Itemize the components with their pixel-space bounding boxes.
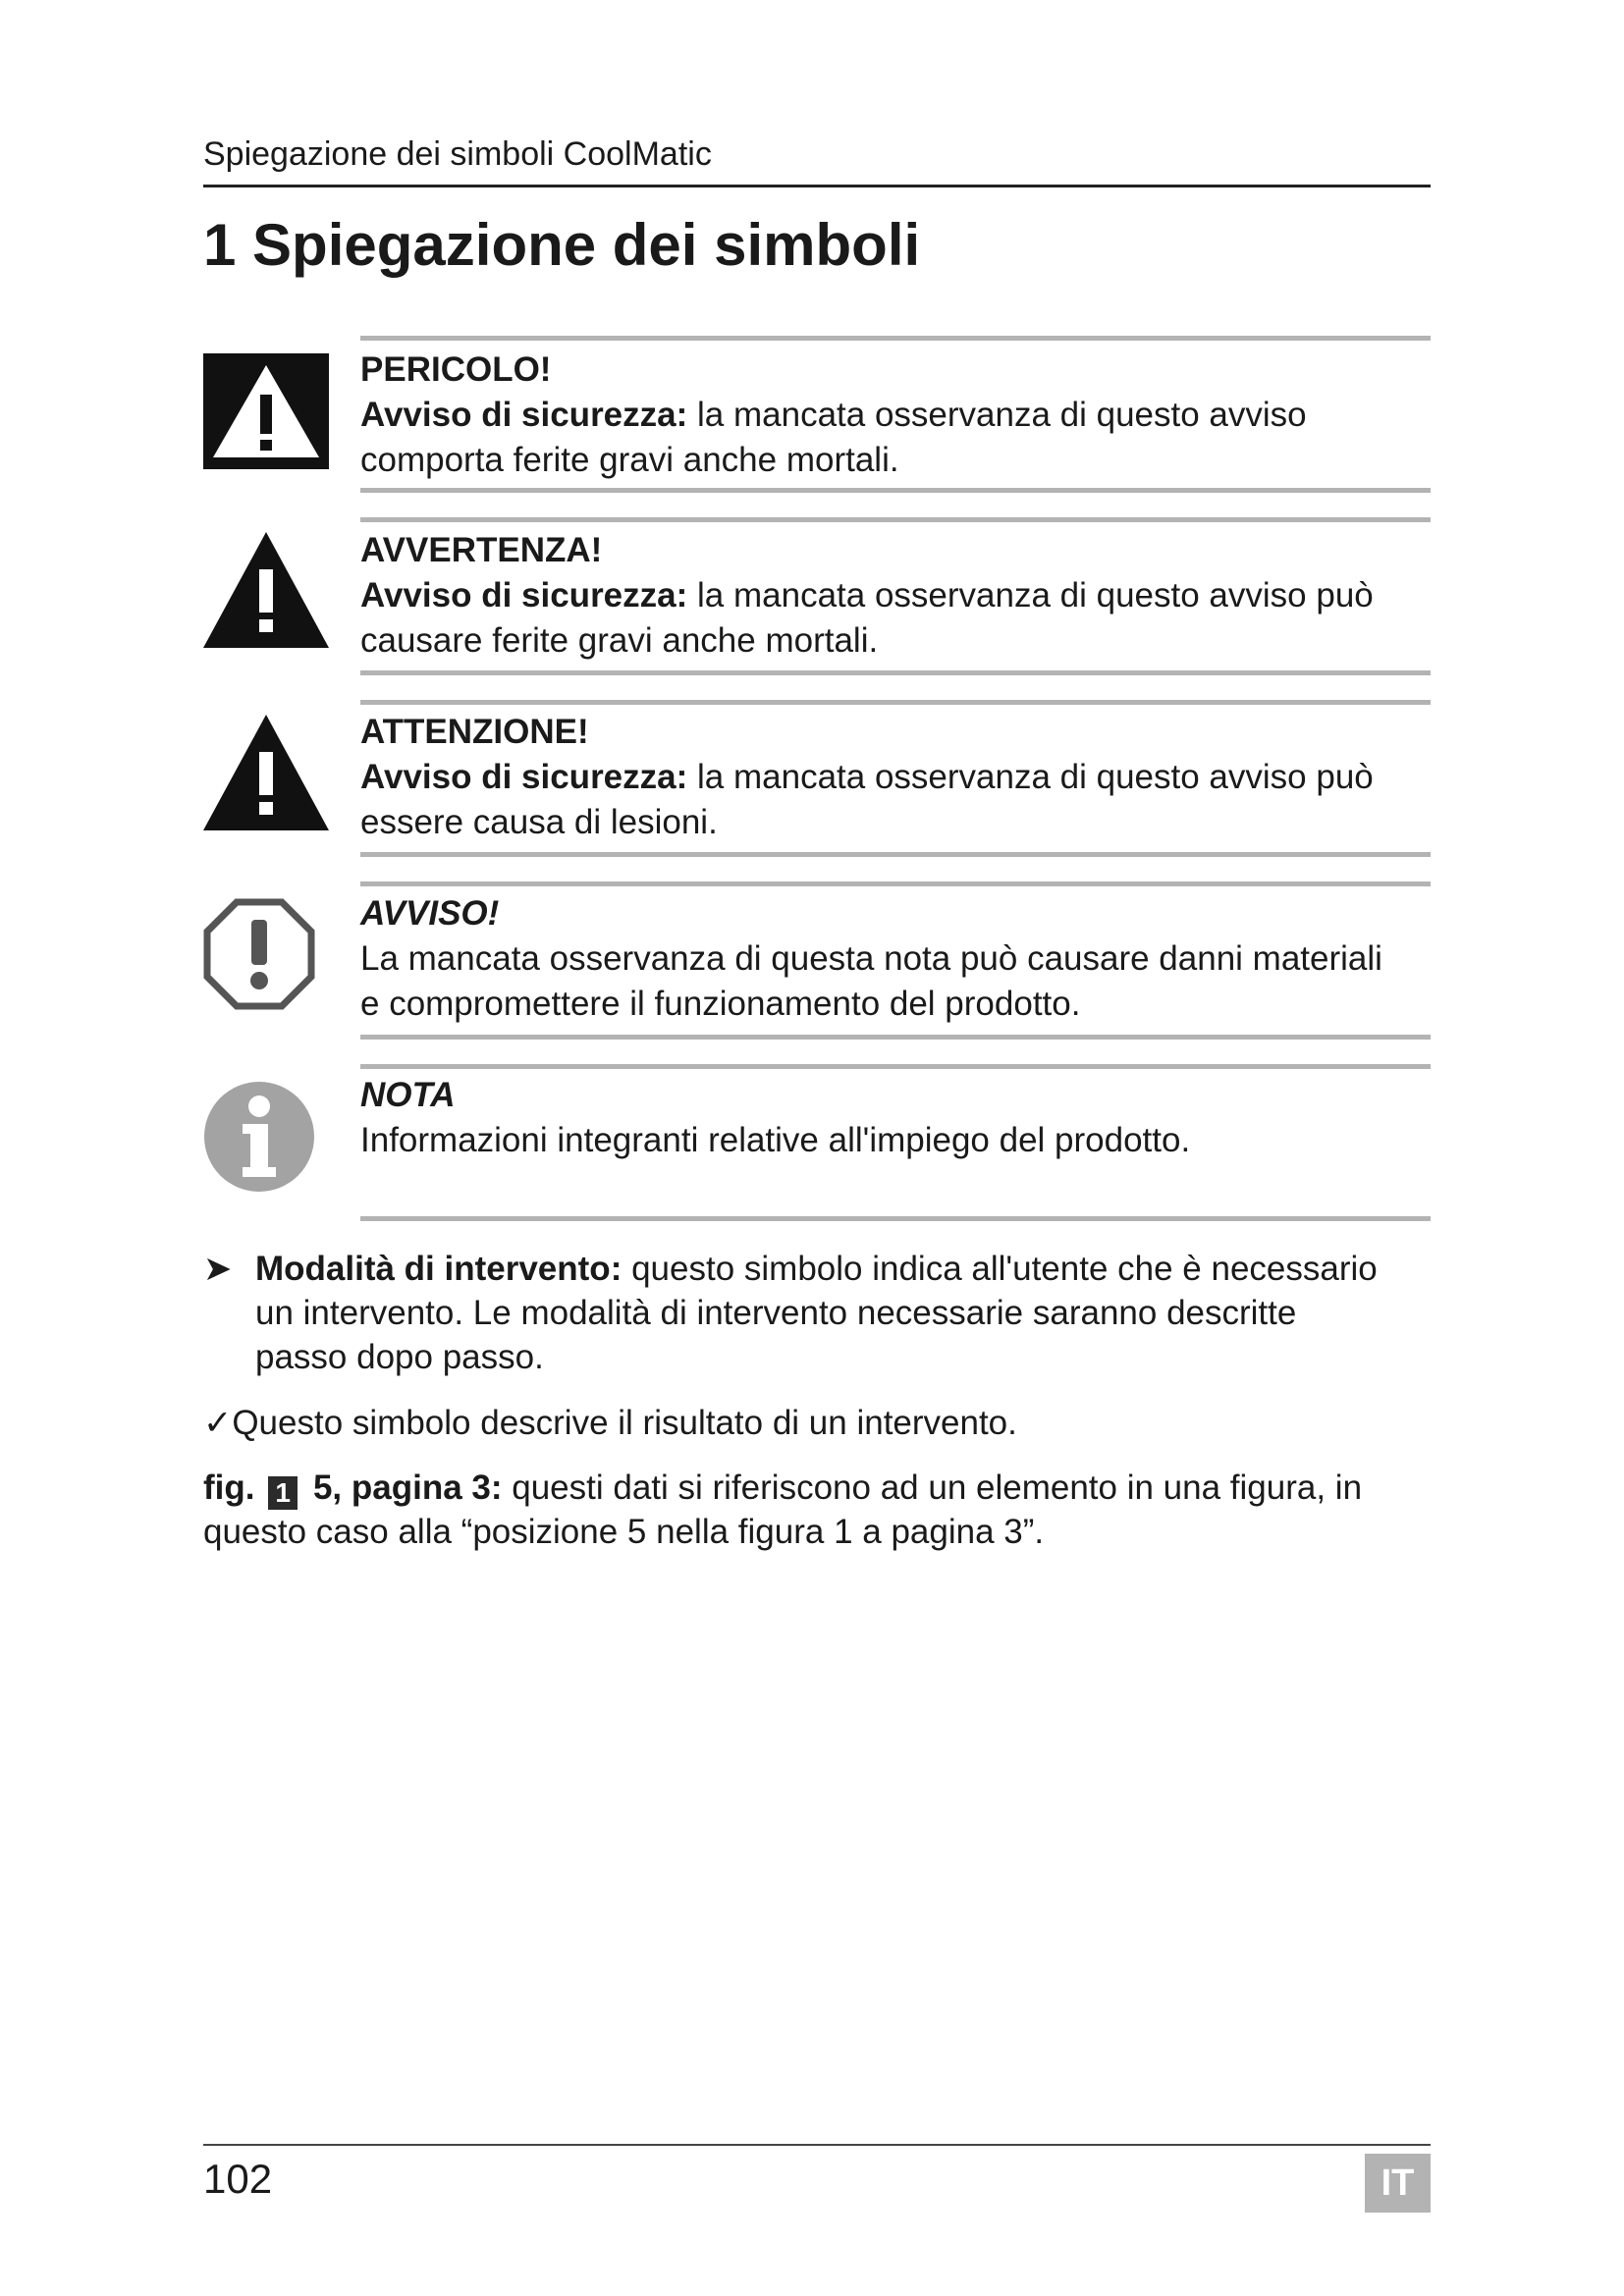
notice-rule [360, 336, 1431, 341]
notice-rule [360, 1035, 1431, 1040]
info-icon [203, 1081, 315, 1193]
notice-heading: NOTA [360, 1076, 456, 1114]
notice-rule [360, 881, 1431, 886]
notice-nota [360, 1073, 1431, 1163]
footer-rule [203, 2144, 1431, 2146]
fig-text: questi dati si riferiscono ad un elemento in una figura, in [512, 1468, 1363, 1507]
check-icon: ✓ [203, 1404, 233, 1442]
arrow-icon: ➤ [203, 1250, 233, 1288]
notice-line: essere causa di lesioni. [360, 803, 718, 841]
figure-reference [203, 1466, 1431, 1554]
page-title: 1 Spiegazione dei simboli [203, 212, 921, 278]
step-label: Modalità di intervento: [255, 1250, 623, 1288]
step-line: Modalità di intervento: questo simbolo indica all'utente che è necessario [255, 1250, 1378, 1288]
result-line [203, 1401, 1431, 1445]
notice-rule [360, 852, 1431, 857]
header-rule [203, 185, 1431, 187]
notice-rule [360, 517, 1431, 522]
notice-heading: AVVISO! [360, 894, 500, 933]
notice-rule [360, 1216, 1431, 1221]
notice-line: Informazioni integranti relative all'impiego del prodotto. [360, 1121, 1191, 1159]
notice-avvertenza [360, 528, 1431, 664]
figure-number-badge: 1 [268, 1476, 298, 1510]
notice-label: Avviso di sicurezza: [360, 576, 688, 614]
notice-line: e compromettere il funzionamento del prodotto. [360, 985, 1081, 1023]
fig-text: questo caso alla “posizione 5 nella figura 1 a pagina 3”. [203, 1513, 1045, 1551]
notice-avviso [360, 891, 1431, 1027]
notice-pericolo [360, 347, 1431, 483]
notice-line: Avviso di sicurezza: la mancata osservanza di questo avviso può [360, 758, 1374, 796]
page-number: 102 [203, 2156, 273, 2202]
fig-label: 5, pagina 3: [312, 1468, 503, 1507]
notice-rule [360, 488, 1431, 493]
notice-line: Avviso di sicurezza: la mancata osservanza di questo avviso [360, 396, 1307, 434]
fig-prefix: fig. [203, 1468, 255, 1507]
notice-attenzione [360, 710, 1431, 845]
notice-label: Avviso di sicurezza: [360, 758, 688, 796]
notice-line: causare ferite gravi anche mortali. [360, 621, 879, 660]
warning-triangle-icon [203, 532, 329, 648]
result-text: Questo simbolo descrive il risultato di un intervento. [232, 1404, 1017, 1442]
notice-rule [360, 700, 1431, 705]
caution-triangle-icon [203, 715, 329, 830]
notice-line: Avviso di sicurezza: la mancata osservanza di questo avviso può [360, 576, 1374, 614]
notice-heading: PERICOLO! [360, 350, 552, 389]
language-tab: IT [1365, 2154, 1431, 2213]
running-head: Spiegazione dei simboli CoolMatic [203, 135, 712, 173]
step-line: un intervento. Le modalità di intervento necessarie saranno descritte [255, 1294, 1297, 1332]
notice-heading: AVVERTENZA! [360, 531, 603, 569]
notice-heading: ATTENZIONE! [360, 713, 589, 751]
step-line: passo dopo passo. [255, 1338, 544, 1376]
notice-line: comporta ferite gravi anche mortali. [360, 441, 899, 479]
notice-octagon-icon [203, 898, 315, 1010]
notice-rule [360, 670, 1431, 675]
danger-square-icon [203, 353, 329, 469]
notice-label: Avviso di sicurezza: [360, 396, 688, 434]
notice-rule [360, 1064, 1431, 1069]
notice-line: La mancata osservanza di questa nota può causare danni materiali [360, 939, 1382, 978]
